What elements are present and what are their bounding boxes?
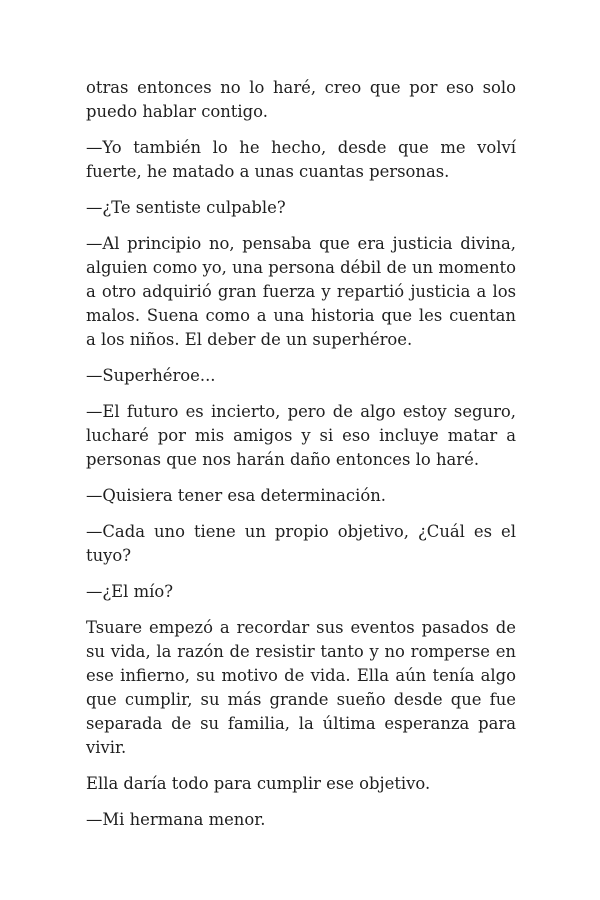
paragraph-5: —Superhéroe... [86,366,216,385]
paragraph-7: —Quisiera tener esa determinación. [86,486,386,505]
paragraph-10: Tsuare empezó a recordar sus eventos pasados de su vida, la razón de resistir tanto y no romperse en ese infierno, su motivo de vida. Ella aún tenía algo que cumplir, su más grande sueño desde que fue separada de su familia, la última esperanza para vivir. [86,618,516,757]
paragraph-12: —Mi hermana menor. [86,810,266,829]
paragraph-9: —¿El mío? [86,582,174,601]
paragraph-11: Ella daría todo para cumplir ese objetivo. [86,774,431,793]
paragraph-6: —El futuro es incierto, pero de algo estoy seguro, lucharé por mis amigos y si eso incluye matar a personas que nos harán daño entonces lo haré. [86,402,516,469]
paragraph-1: otras entonces no lo haré, creo que por eso solo puedo hablar contigo. [86,78,516,121]
page-body [86,76,516,844]
paragraph-3: —¿Te sentiste culpable? [86,198,286,217]
paragraph-4: —Al principio no, pensaba que era justicia divina, alguien como yo, una persona débil de un momento a otro adquirió gran fuerza y repartió justicia a los malos. Suena como a una historia que les cuentan a los niños. El deber de un superhéroe. [86,234,516,349]
paragraph-8: —Cada uno tiene un propio objetivo, ¿Cuál es el tuyo? [86,522,516,565]
paragraph-2: —Yo también lo he hecho, desde que me volví fuerte, he matado a unas cuantas personas. [86,138,516,181]
